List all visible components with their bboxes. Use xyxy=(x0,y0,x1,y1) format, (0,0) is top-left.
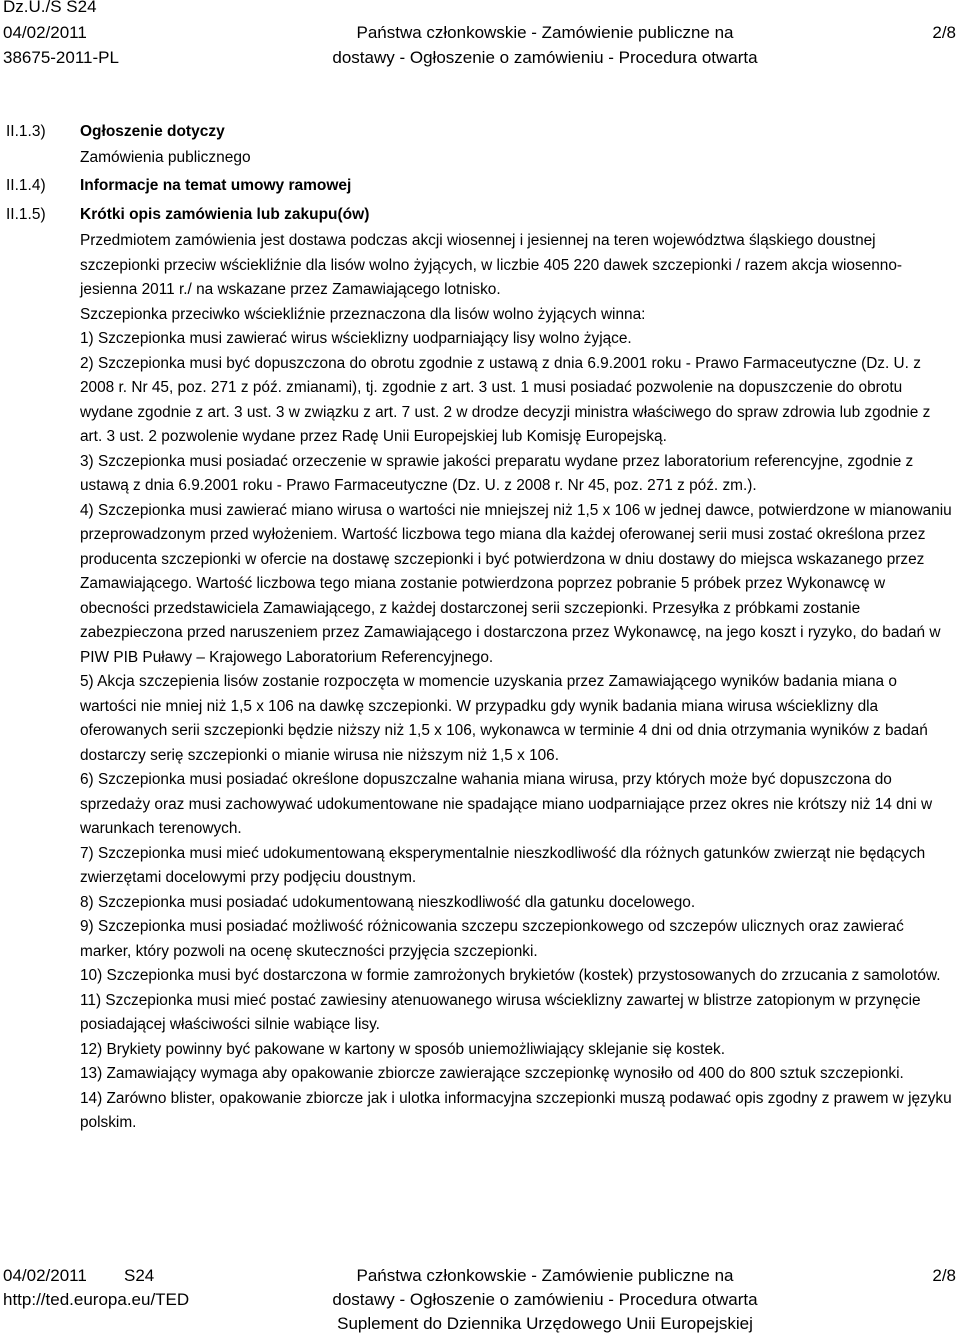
description-body xyxy=(80,229,952,1136)
section-title: Krótki opis zamówienia lub zakupu(ów) xyxy=(80,206,370,223)
paragraph: 11) Szczepionka musi mieć postać zawiesiny atenuowanego wirusa wścieklizny zawartej w blistrze zatopionym w przynęcie posiadającej właściwości silnie wabiące lisy. xyxy=(80,991,921,1033)
paragraph: 10) Szczepionka musi być dostarczona w formie zamrożonych brykietów (kostek) przystosowanych do zrzucania z samolotów. xyxy=(80,967,941,984)
footer-supplement: Suplement do Dziennika Urzędowego Unii Europejskiej xyxy=(337,1314,753,1333)
section-title: Ogłoszenie dotyczy xyxy=(80,123,225,140)
footer-url[interactable]: http://ted.europa.eu/TED xyxy=(3,1290,190,1309)
header-title-line2: dostawy - Ogłoszenie o zamówieniu - Procedura otwarta xyxy=(332,48,758,67)
paragraph: 14) Zarówno blister, opakowanie zbiorcze jak i ulotka informacyjna szczepionki muszą podawać opis zgodny z prawem w języku polskim. xyxy=(80,1089,952,1131)
paragraph: 5) Akcja szczepienia lisów zostanie rozpoczęta w momencie uzyskania przez Zamawiającego wyników badania miana o wartości nie mniej niż 1,5 x 106 na dawkę szczepionki. W przypadku gdy wynik badania miana wirusa wścieklizny dla oferowanych serii szczepionki będzie niższy niż 1,5 x 106, wykonawca w terminie 4 dni od dnia otrzymania wyników z badań dostarczy serię szczepionki o mianie wirusa nie niższym niż 1,5 x 106. xyxy=(80,673,928,764)
paragraph: Przedmiotem zamówienia jest dostawa podczas akcji wiosennej i jesiennej na teren województwa śląskiego doustnej szczepionki przeciw wściekliźnie dla lisów wolno żyjących, w liczbie 405 220 dawek szczepionki / razem akcja wiosenno-jesienna 2011 r./ na wskazane przez Zamawiającego lotnisko. xyxy=(80,232,903,298)
header-title-line1: Państwa członkowskie - Zamówienie publiczne na xyxy=(356,23,734,42)
header-date: 04/02/2011 xyxy=(3,23,87,42)
paragraph: 3) Szczepionka musi posiadać orzeczenie w sprawie jakości preparatu wydane przez laboratorium referencyjne, zgodnie z ustawą z dnia 6.9.2001 roku - Prawo Farmaceutyczne (Dz. U. z 2008 r. Nr 45, poz. 271 z póź. zm.). xyxy=(80,452,914,494)
footer-date: 04/02/2011 xyxy=(3,1266,87,1285)
footer-title-line1: Państwa członkowskie - Zamówienie publiczne na xyxy=(356,1266,734,1285)
section-title: Informacje na temat umowy ramowej xyxy=(80,177,352,194)
journal-reference: Dz.U./S S24 xyxy=(3,0,97,16)
footer-title-line2: dostawy - Ogłoszenie o zamówieniu - Procedura otwarta xyxy=(332,1290,758,1309)
section-value: Zamówienia publicznego xyxy=(80,149,251,166)
paragraph: 6) Szczepionka musi posiadać określone dopuszczalne wahania miana wirusa, przy których może być dopuszczona do sprzedaży oraz musi zachowywać udokumentowane nie spadające miano uodparniające przez okres nie krótszy niż 14 dni w warunkach terenowych. xyxy=(80,771,933,837)
footer-series: S24 xyxy=(124,1266,155,1285)
paragraph: 12) Brykiety powinny być pakowane w kartony w sposób uniemożliwiający sklejanie się kostek. xyxy=(80,1040,725,1058)
section-label: II.1.3) xyxy=(6,123,46,140)
paragraph: 13) Zamawiający wymaga aby opakowanie zbiorcze zawierające szczepionkę wynosiło od 400 do 800 sztuk szczepionki. xyxy=(80,1065,904,1082)
notice-number: 38675-2011-PL xyxy=(3,48,119,67)
paragraph: 9) Szczepionka musi posiadać możliwość różnicowania szczepu szczepionkowego od szczepów ulicznych oraz zawierać marker, który pozwoli na ocenę skuteczności przyjęcia szczepionki. xyxy=(80,918,904,960)
paragraph: 4) Szczepionka musi zawierać miano wirusa o wartości nie mniejszej niż 1,5 x 106 w jednej dawce, potwierdzone w mianowaniu przeprowadzonym przed wyłożeniem. Wartość liczbowa tego miana dla każdej oferowanej serii musi zostać określona przez producenta szczepionki w ofercie na dostawę szczepionki i być potwierdzona w dniu dostawy do miejsca wskazanego przez Zamawiającego. Wartość liczbowa tego miana zostanie potwierdzona poprzez pobranie 5 próbek przez Wykonawcę w obecności przedstawiciela Zamawiającego, z każdej dostarczonej serii szczepionki. Przesyłka z próbkami zostanie zabezpieczona przed naruszeniem przez Zamawiającego i dostarczona przez Wykonawcę, na jego koszt i ryzyko, do badań w PIW PIB Puławy – Krajowego Laboratorium Referencyjnego. xyxy=(80,501,952,666)
header-page-number: 2/8 xyxy=(932,23,956,42)
paragraph: 2) Szczepionka musi być dopuszczona do obrotu zgodnie z ustawą z dnia 6.9.2001 roku - Prawo Farmaceutyczne (Dz. U. z 2008 r. Nr 45, poz. 271 z póź. zmianami), tj. zgodnie z art. 3 ust. 1 musi posiadać pozwolenie na dopuszczenie do obrotu wydane zgodnie z art. 3 ust. 3 w związku z art. 7 ust. 2 w drodze decyzji ministra właściwego do spraw zdrowia lub zgodnie z art. 3 ust. 2 pozwolenie wydane przez Radę Unii Europejskiej lub Komisję Europejską. xyxy=(80,354,931,445)
section-label: II.1.5) xyxy=(6,206,46,223)
paragraph: 1) Szczepionka musi zawierać wirus wścieklizny uodparniający lisy wolno żyjące. xyxy=(80,330,632,347)
paragraph: 8) Szczepionka musi posiadać udokumentowaną nieszkodliwość dla gatunku docelowego. xyxy=(80,893,696,911)
paragraph: 7) Szczepionka musi mieć udokumentowaną eksperymentalnie nieszkodliwość dla różnych gatunków zwierząt nie będących zwierzętami docelowymi przy podjęciu doustnym. xyxy=(80,844,926,886)
section-label: II.1.4) xyxy=(6,177,46,194)
footer-page-number: 2/8 xyxy=(932,1266,956,1285)
paragraph: Szczepionka przeciwko wściekliźnie przeznaczona dla lisów wolno żyjących winna: xyxy=(80,305,646,323)
